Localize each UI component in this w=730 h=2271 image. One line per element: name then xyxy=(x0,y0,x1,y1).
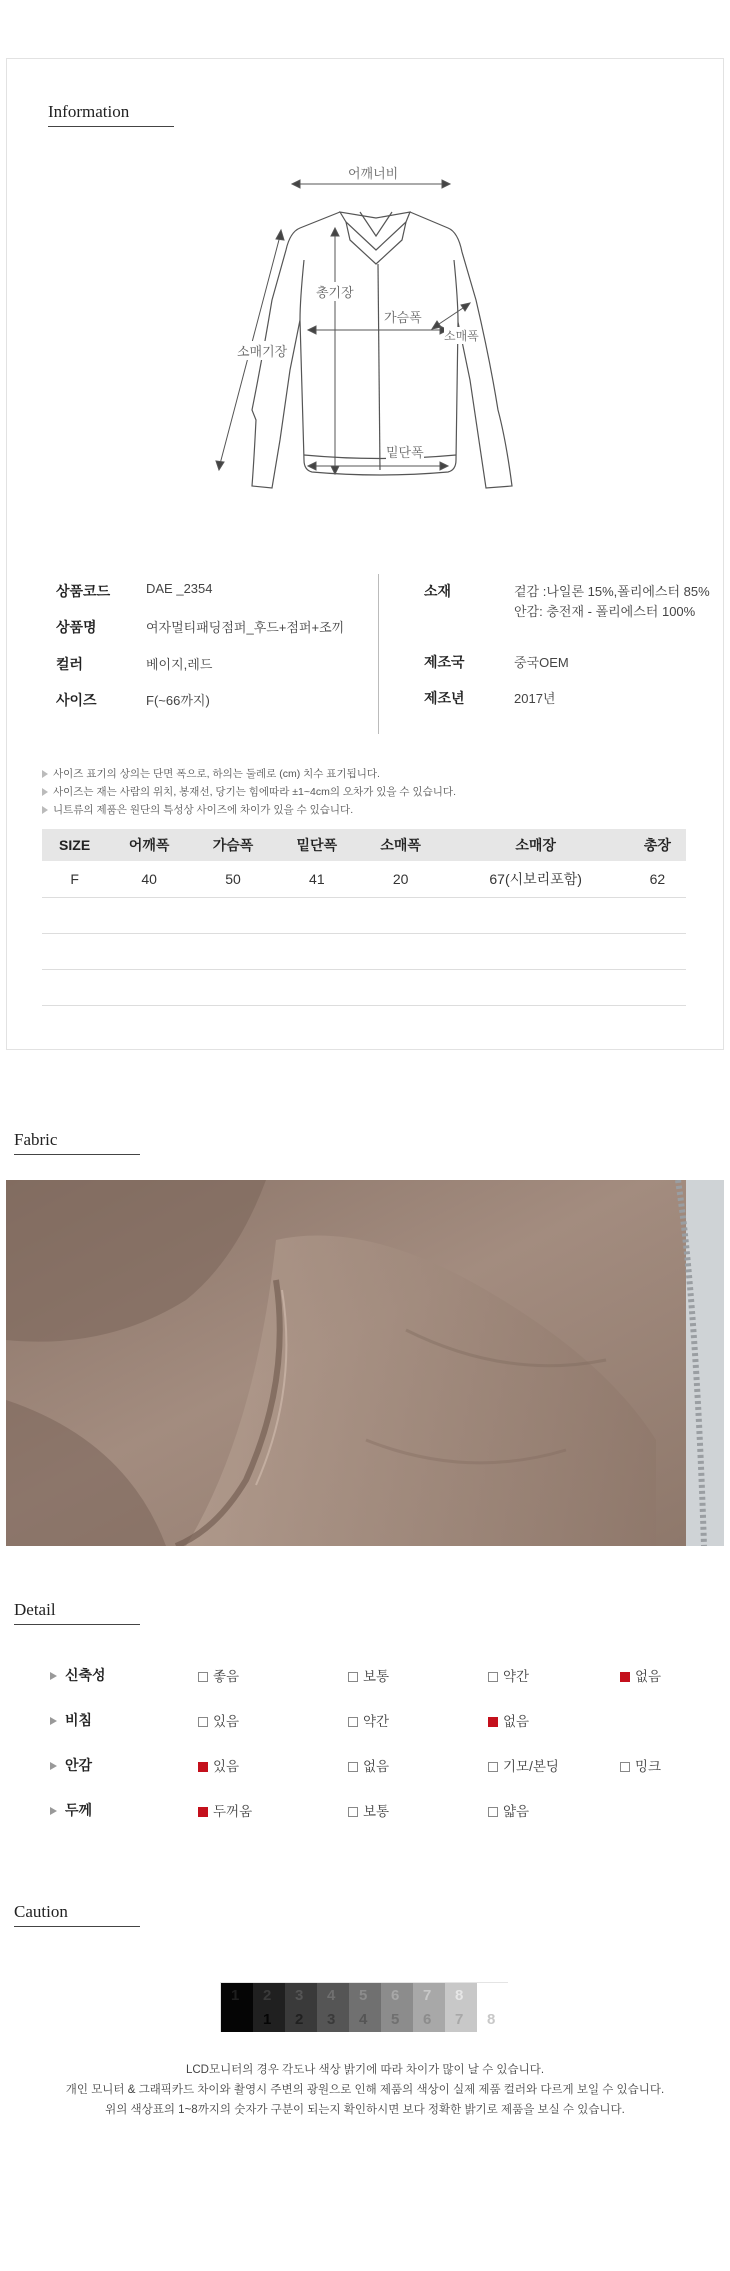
header-sleeve-length: 소매장 xyxy=(443,829,629,861)
option-stretch-slight: 약간 xyxy=(488,1665,529,1685)
gray-cell-bottom-8: 7 xyxy=(445,2007,477,2032)
header-chest: 가슴폭 xyxy=(191,829,275,861)
option-thickness-thick: 두꺼움 xyxy=(198,1800,252,1820)
gray-cell-bottom-4: 3 xyxy=(317,2007,349,2032)
size-table xyxy=(42,829,686,1006)
header-hem: 밑단폭 xyxy=(275,829,359,861)
fabric-title-underline xyxy=(14,1154,140,1155)
grayscale-chart xyxy=(220,1982,508,2032)
spec-label-material: 소재 xyxy=(424,583,452,599)
gray-cell-top-4: 4 xyxy=(317,1983,349,2008)
fabric-closeup-photo xyxy=(6,1180,724,1546)
option-lining-fleece: 기모/본딩 xyxy=(488,1755,559,1775)
option-stretch-none: 없음 xyxy=(620,1665,661,1685)
spec-label-year: 제조년 xyxy=(424,690,465,706)
size-note-2: 사이즈는 재는 사람의 위치, 봉재선, 당기는 힘에따라 ±1~4cm의 오차가 있을 수 있습니다. xyxy=(42,784,456,799)
spec-value-year: 2017년 xyxy=(514,691,556,706)
gray-cell-bottom-9: 8 xyxy=(477,2007,509,2032)
table-row xyxy=(42,861,686,898)
option-stretch-good: 좋음 xyxy=(198,1665,239,1685)
spec-label-size: 사이즈 xyxy=(56,692,97,708)
option-stretch-normal: 보통 xyxy=(348,1665,389,1685)
gray-cell-bottom-6: 5 xyxy=(381,2007,413,2032)
gray-cell-top-8: 8 xyxy=(445,1983,477,2008)
spec-label-origin: 제조국 xyxy=(424,654,465,670)
spec-value-material-lining: 안감: 충전재 - 폴리에스터 100% xyxy=(514,604,696,619)
option-thickness-normal: 보통 xyxy=(348,1800,389,1820)
gray-cell-top-1: 1 xyxy=(221,1983,253,2008)
spec-label-color: 컬러 xyxy=(56,656,84,672)
option-lining-yes: 있음 xyxy=(198,1755,239,1775)
information-title: Information xyxy=(48,102,130,121)
gray-cell-top-7: 7 xyxy=(413,1983,445,2008)
spec-divider xyxy=(378,574,379,734)
gray-cell-bottom-5: 4 xyxy=(349,2007,381,2032)
detail-label-thickness: 두께 xyxy=(50,1800,92,1820)
cell-total-length: 62 xyxy=(629,861,686,898)
gray-cell-top-3: 3 xyxy=(285,1983,317,2008)
spec-value-size: F(~66까지) xyxy=(146,693,210,708)
spec-value-origin: 중국OEM xyxy=(514,655,569,670)
size-table-header xyxy=(42,829,686,861)
detail-title: Detail xyxy=(14,1600,56,1619)
header-shoulder: 어깨폭 xyxy=(107,829,191,861)
option-sheer-slight: 약간 xyxy=(348,1710,389,1730)
detail-label-sheer: 비침 xyxy=(50,1710,92,1730)
size-note-1: 사이즈 표기의 상의는 단면 폭으로, 하의는 둘레로 (cm) 치수 표기됩니다. xyxy=(42,766,380,781)
option-lining-mink: 밍크 xyxy=(620,1755,661,1775)
caution-title: Caution xyxy=(14,1902,68,1921)
option-sheer-yes: 있음 xyxy=(198,1710,239,1730)
caution-line-2: 개인 모니터 & 그래픽카드 차이와 촬영시 주변의 광원으로 인해 제품의 색상이 실제 제품 컬러와 다르게 보일 수 있습니다. xyxy=(65,2084,665,2096)
option-lining-no: 없음 xyxy=(348,1755,389,1775)
label-length: 총기장 xyxy=(316,282,354,301)
option-thickness-thin: 얇음 xyxy=(488,1800,529,1820)
gray-cell-bottom-1 xyxy=(221,2007,253,2032)
gray-cell-top-9 xyxy=(477,1983,509,2008)
gray-cell-bottom-3: 2 xyxy=(285,2007,317,2032)
caution-line-1: LCD모니터의 경우 각도나 색상 밝기에 따라 차이가 많이 날 수 있습니다. xyxy=(185,2064,545,2076)
label-sleeve-width: 소매폭 xyxy=(444,329,479,343)
table-row-empty xyxy=(42,934,686,970)
cell-sleeve-width: 20 xyxy=(359,861,443,898)
gray-cell-top-5: 5 xyxy=(349,1983,381,2008)
spec-value-color: 베이지,레드 xyxy=(146,657,213,672)
cell-shoulder: 40 xyxy=(107,861,191,898)
table-row-empty xyxy=(42,898,686,934)
spec-label-name: 상품명 xyxy=(56,619,97,635)
header-total-length: 총장 xyxy=(629,829,686,861)
cell-sleeve-length: 67(시보리포함) xyxy=(443,861,629,898)
detail-label-lining: 안감 xyxy=(50,1755,92,1775)
caution-line-3: 위의 색상표의 1~8까지의 숫자가 구분이 되는지 확인하시면 보다 정확한 밝기로 제품을 보실 수 있습니다. xyxy=(105,2104,625,2116)
information-title-underline xyxy=(48,126,174,127)
spec-value-name: 여자멀티패딩점퍼_후드+점퍼+조끼 xyxy=(146,620,345,635)
spec-value-material-outer: 겉감 :나일론 15%,폴리에스터 85% xyxy=(514,584,710,599)
spec-value-code: DAE _2354 xyxy=(146,581,213,596)
caution-title-underline xyxy=(14,1926,140,1927)
detail-title-underline xyxy=(14,1624,140,1625)
gray-cell-top-6: 6 xyxy=(381,1983,413,2008)
spec-label-code: 상품코드 xyxy=(56,583,111,599)
header-size: SIZE xyxy=(42,829,107,861)
cell-chest: 50 xyxy=(191,861,275,898)
option-sheer-none: 없음 xyxy=(488,1710,529,1730)
size-note-3: 니트류의 제품은 원단의 특성상 사이즈에 차이가 있을 수 있습니다. xyxy=(42,802,353,817)
cell-hem: 41 xyxy=(275,861,359,898)
gray-cell-bottom-7: 6 xyxy=(413,2007,445,2032)
jacket-measurement-diagram xyxy=(200,160,540,500)
label-hem: 밑단폭 xyxy=(386,442,424,461)
gray-cell-top-2: 2 xyxy=(253,1983,285,2008)
fabric-title: Fabric xyxy=(14,1130,58,1149)
header-sleeve-width: 소매폭 xyxy=(359,829,443,861)
label-shoulder: 어깨너비 xyxy=(346,163,400,182)
detail-label-stretch: 신축성 xyxy=(50,1665,106,1685)
cell-size: F xyxy=(42,861,107,898)
gray-cell-bottom-2: 1 xyxy=(253,2007,285,2032)
label-chest: 가슴폭 xyxy=(384,307,422,326)
label-sleeve-length: 소매기장 xyxy=(237,341,287,360)
table-row-empty xyxy=(42,970,686,1006)
